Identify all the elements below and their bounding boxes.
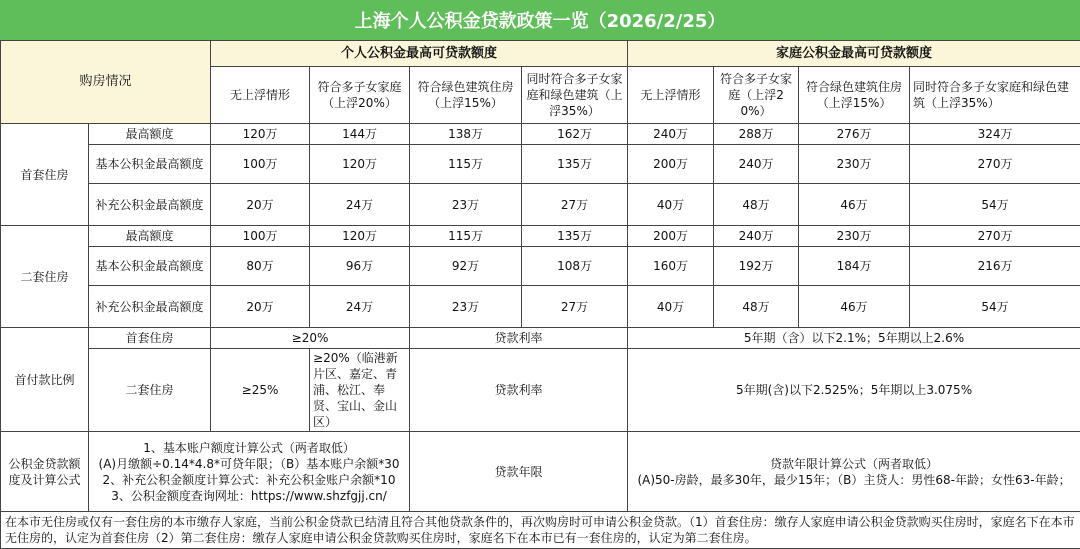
formula-cell [89, 432, 410, 512]
down-payment-label: 首付款比例 [1, 328, 89, 432]
table-cell: 200万 [628, 145, 714, 184]
table-cell: 40万 [628, 286, 714, 328]
row-label: 最高额度 [89, 124, 211, 145]
term-line: (A)50-房龄，最多30年，最少15年；（B）主贷人：男性68-年龄；女性63-年龄； [631, 472, 1077, 488]
table-cell: 230万 [799, 226, 910, 247]
row-label: 基本公积金最高额度 [89, 145, 211, 184]
row-label: 补充公积金最高额度 [89, 184, 211, 226]
header-personal-group: 个人公积金最高可贷款额度 [211, 41, 628, 67]
formula-label: 公积金贷款额度及计算公式 [1, 432, 89, 512]
table-cell: 54万 [910, 286, 1080, 328]
table-row [1, 512, 1080, 549]
table-row [1, 226, 1080, 247]
table-cell: 240万 [714, 145, 799, 184]
header-personal-col-1: 无上浮情形 [211, 67, 310, 124]
section-first-home: 首套住房 [1, 124, 89, 226]
section-second-home: 二套住房 [1, 226, 89, 328]
policy-table [0, 40, 1080, 549]
table-row [1, 184, 1080, 226]
table-cell: 324万 [910, 124, 1080, 145]
table-cell: 23万 [410, 286, 522, 328]
term-label: 贷款年限 [410, 432, 628, 512]
down-payment-second-value-b: ≥20%（临港新片区、嘉定、青浦、松江、奉贤、宝山、金山区） [310, 349, 410, 432]
table-cell: 200万 [628, 226, 714, 247]
table-row [1, 124, 1080, 145]
table-cell: 138万 [410, 124, 522, 145]
table-cell: 135万 [522, 226, 628, 247]
table-cell: 27万 [522, 184, 628, 226]
table-cell: 54万 [910, 184, 1080, 226]
table-cell: 240万 [714, 226, 799, 247]
header-personal-col-2: 符合多子女家庭（上浮20%） [310, 67, 410, 124]
table-cell: 240万 [628, 124, 714, 145]
down-payment-second-label: 二套住房 [89, 349, 211, 432]
formula-line: 1、基本账户额度计算公式（两者取低） [92, 440, 406, 456]
header-family-group: 家庭公积金最高可贷款额度 [628, 41, 1080, 67]
formula-line: (A)月缴额÷0.14*4.8*可贷年限；（B）基本账户余额*30 [92, 456, 406, 472]
header-family-col-4: 同时符合多子女家庭和绿色建筑（上浮35%） [910, 67, 1080, 124]
header-family-col-3: 符合绿色建筑住房（上浮15%） [799, 67, 910, 124]
formula-line: 2、补充公积金额度计算公式：补充公积金账户余额*10 [92, 472, 406, 488]
rate-value-2: 5年期(含)以下2.525%；5年期以上3.075% [628, 349, 1080, 432]
row-label: 基本公积金最高额度 [89, 247, 211, 286]
table-cell: 48万 [714, 286, 799, 328]
table-cell: 24万 [310, 286, 410, 328]
header-situation [1, 41, 211, 124]
table-cell: 192万 [714, 247, 799, 286]
formula-line: 3、公积金额度查询网址：https://www.shzfgjj.cn/ [92, 488, 406, 504]
table-cell: 40万 [628, 184, 714, 226]
rate-value-1: 5年期（含）以下2.1%；5年期以上2.6% [628, 328, 1080, 349]
table-cell: 144万 [310, 124, 410, 145]
term-cell [628, 432, 1080, 512]
table-cell: 23万 [410, 184, 522, 226]
table-cell: 184万 [799, 247, 910, 286]
table-cell: 276万 [799, 124, 910, 145]
header-family-col-2: 符合多子女家庭（上浮20%） [714, 67, 799, 124]
header-family-col-1: 无上浮情形 [628, 67, 714, 124]
table-cell: 270万 [910, 226, 1080, 247]
table-cell: 160万 [628, 247, 714, 286]
table-cell: 115万 [410, 226, 522, 247]
table-cell: 20万 [211, 184, 310, 226]
table-cell: 108万 [522, 247, 628, 286]
table-row [1, 432, 1080, 512]
row-label: 最高额度 [89, 226, 211, 247]
table-cell: 48万 [714, 184, 799, 226]
table-row [1, 145, 1080, 184]
table-cell: 46万 [799, 184, 910, 226]
rate-label-2: 贷款利率 [410, 349, 628, 432]
table-cell: 46万 [799, 286, 910, 328]
table-cell: 162万 [522, 124, 628, 145]
table-cell: 80万 [211, 247, 310, 286]
down-payment-first-value: ≥20% [211, 328, 410, 349]
table-cell: 115万 [410, 145, 522, 184]
page-title: 上海个人公积金贷款政策一览（2026/2/25） [0, 0, 1080, 40]
table-cell: 120万 [310, 145, 410, 184]
rate-label-1: 贷款利率 [410, 328, 628, 349]
table-cell: 120万 [211, 124, 310, 145]
footnote: 在本市无住房或仅有一套住房的本市缴存人家庭，当前公积金贷款已结清且符合其他贷款条件的，再次购房时可申请公积金贷款。（1）首套住房：缴存人家庭申请公积金贷款购买住房时，家庭名下在本市无住房的，认定为首套住房（2）第二套住房：缴存人家庭申请公积金贷款购买住房时，家庭名下在本市已有一套住房的，认定为第二套住房。 [1, 512, 1080, 549]
table-cell: 288万 [714, 124, 799, 145]
table-cell: 120万 [310, 226, 410, 247]
table-row [1, 247, 1080, 286]
table-row [1, 349, 1080, 432]
table-row [1, 328, 1080, 349]
table-cell: 20万 [211, 286, 310, 328]
table-cell: 100万 [211, 226, 310, 247]
header-personal-col-3: 符合绿色建筑住房（上浮15%） [410, 67, 522, 124]
table-cell: 216万 [910, 247, 1080, 286]
table-cell: 96万 [310, 247, 410, 286]
table-cell: 27万 [522, 286, 628, 328]
header-personal-col-4: 同时符合多子女家庭和绿色建筑（上浮35%） [522, 67, 628, 124]
table-cell: 92万 [410, 247, 522, 286]
table-cell: 135万 [522, 145, 628, 184]
term-line: 贷款年限计算公式（两者取低） [631, 456, 1077, 472]
table-cell: 270万 [910, 145, 1080, 184]
table-cell: 24万 [310, 184, 410, 226]
table-cell: 100万 [211, 145, 310, 184]
down-payment-second-value-a: ≥25% [211, 349, 310, 432]
row-label: 补充公积金最高额度 [89, 286, 211, 328]
table-cell: 230万 [799, 145, 910, 184]
table-row [1, 286, 1080, 328]
header-situation-label: 购房情况 [80, 74, 132, 89]
down-payment-first-label: 首套住房 [89, 328, 211, 349]
